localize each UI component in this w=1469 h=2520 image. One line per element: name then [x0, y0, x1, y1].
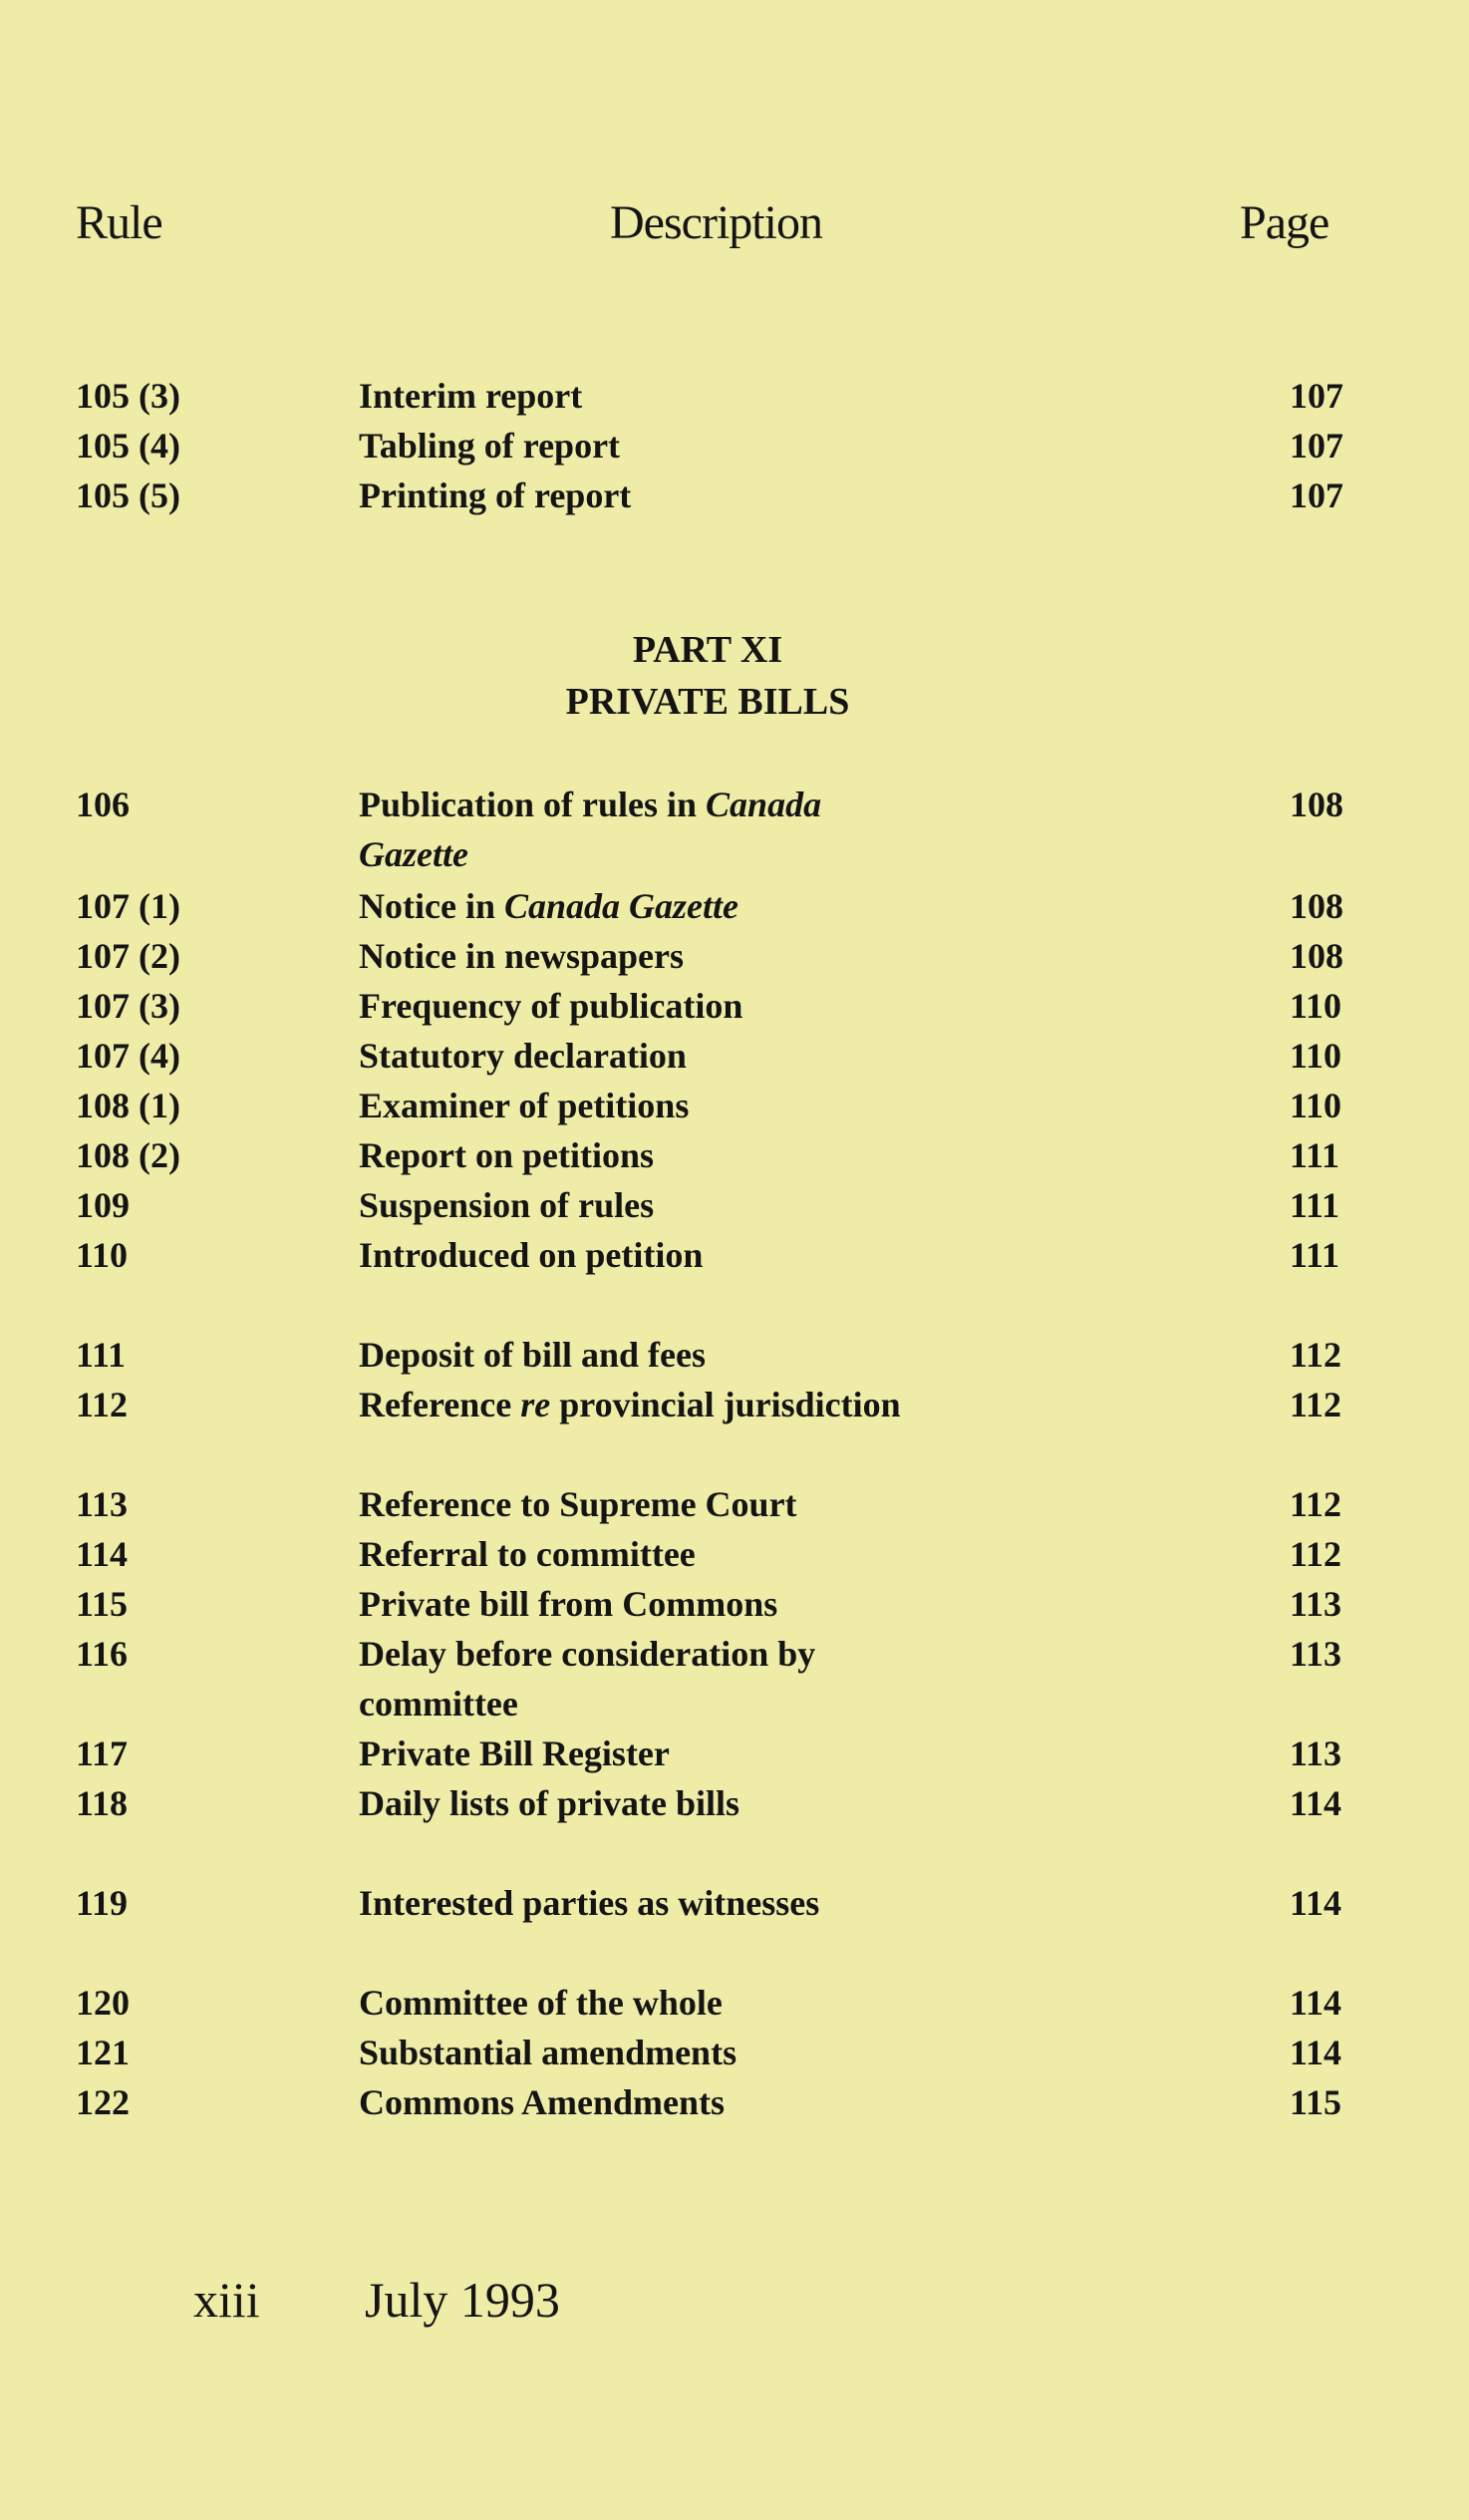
- rule-number: 122: [76, 2082, 130, 2122]
- rule-description: Substantial amendments: [359, 2033, 737, 2072]
- page-number: 108: [1290, 936, 1343, 976]
- rule-number: 110: [76, 1235, 129, 1275]
- page-number: 107: [1290, 475, 1343, 515]
- page-number: 112: [1290, 1484, 1342, 1524]
- page-number: 114: [1290, 1783, 1342, 1823]
- rule-description: Publication of rules in Canada Gazette: [359, 785, 822, 874]
- rule-number: 116: [76, 1634, 129, 1674]
- page-number: 108: [1290, 785, 1343, 824]
- page-number: 110: [1290, 1036, 1342, 1076]
- rule-number: 112: [76, 1385, 129, 1424]
- page-number: 113: [1290, 1584, 1342, 1624]
- page-number: 112: [1290, 1534, 1342, 1574]
- rule-number: 107 (1): [76, 886, 180, 926]
- page-number: 108: [1290, 886, 1343, 926]
- page-number: 115: [1290, 2082, 1342, 2122]
- rule-number: 107 (3): [76, 986, 180, 1026]
- rule-description: Examiner of petitions: [359, 1086, 690, 1125]
- rule-number: 118: [76, 1783, 129, 1823]
- column-header-rule: Rule: [76, 196, 162, 249]
- rule-description: Commons Amendments: [359, 2082, 726, 2122]
- page-number: 114: [1290, 1983, 1342, 2023]
- rule-number: 109: [76, 1185, 130, 1225]
- rule-number: 105 (3): [76, 376, 180, 416]
- rule-number: 108 (1): [76, 1086, 180, 1125]
- rule-description: Daily lists of private bills: [359, 1783, 740, 1823]
- footer-date: July 1993: [365, 2272, 560, 2328]
- part-number: PART XI: [632, 629, 783, 671]
- page-number: 112: [1290, 1385, 1342, 1424]
- page-number: 112: [1290, 1335, 1342, 1375]
- footer-page-number: xiii: [193, 2272, 260, 2328]
- rule-description: Statutory declaration: [359, 1036, 687, 1076]
- page-number: 110: [1290, 986, 1342, 1026]
- rule-number: 108 (2): [76, 1135, 180, 1175]
- rule-description: Interim report: [359, 376, 583, 416]
- rule-description: Deposit of bill and fees: [359, 1335, 707, 1375]
- rule-number: 107 (4): [76, 1036, 180, 1076]
- page-number: 114: [1290, 1883, 1342, 1923]
- rule-number: 119: [76, 1883, 129, 1923]
- rule-number: 115: [76, 1584, 129, 1624]
- rule-number: 121: [76, 2033, 130, 2072]
- rule-description: Tabling of report: [359, 426, 621, 466]
- page-number: 111: [1290, 1185, 1340, 1225]
- rule-number: 105 (4): [76, 426, 180, 466]
- rule-description: Notice in newspapers: [359, 936, 684, 976]
- rule-description: Notice in Canada Gazette: [359, 886, 738, 926]
- page-number: 111: [1290, 1135, 1340, 1175]
- rule-number: 111: [76, 1335, 127, 1375]
- rule-description: Frequency of publication: [359, 986, 743, 1026]
- page-number: 111: [1290, 1235, 1340, 1275]
- rule-description: Reference re provincial jurisdiction: [359, 1385, 901, 1424]
- rule-number: 113: [76, 1484, 129, 1524]
- rule-description: Referral to committee: [359, 1534, 696, 1574]
- rule-description: Interested parties as witnesses: [359, 1883, 820, 1923]
- part-title: PRIVATE BILLS: [565, 681, 850, 723]
- rule-number: 120: [76, 1983, 130, 2023]
- rule-description: Introduced on petition: [359, 1235, 704, 1275]
- column-header-page: Page: [1240, 196, 1329, 249]
- rule-description: Committee of the whole: [359, 1983, 723, 2023]
- page-number: 110: [1290, 1086, 1342, 1125]
- rule-description: Delay before consideration by committee: [359, 1634, 816, 1724]
- rule-description: Report on petitions: [359, 1135, 654, 1175]
- rule-description: Reference to Supreme Court: [359, 1484, 797, 1524]
- page-number: 107: [1290, 426, 1343, 466]
- page-number: 114: [1290, 2033, 1342, 2072]
- column-header-description: Description: [610, 196, 822, 249]
- rule-description: Private bill from Commons: [359, 1584, 778, 1624]
- rule-number: 105 (5): [76, 475, 180, 515]
- rule-number: 114: [76, 1534, 129, 1574]
- page-number: 113: [1290, 1634, 1342, 1674]
- rule-number: 106: [76, 785, 130, 824]
- rule-number: 117: [76, 1733, 129, 1773]
- rule-description: Suspension of rules: [359, 1185, 655, 1225]
- page-number: 113: [1290, 1733, 1342, 1773]
- rule-description: Printing of report: [359, 475, 632, 515]
- page-number: 107: [1290, 376, 1343, 416]
- rule-description: Private Bill Register: [359, 1733, 670, 1773]
- rule-number: 107 (2): [76, 936, 180, 976]
